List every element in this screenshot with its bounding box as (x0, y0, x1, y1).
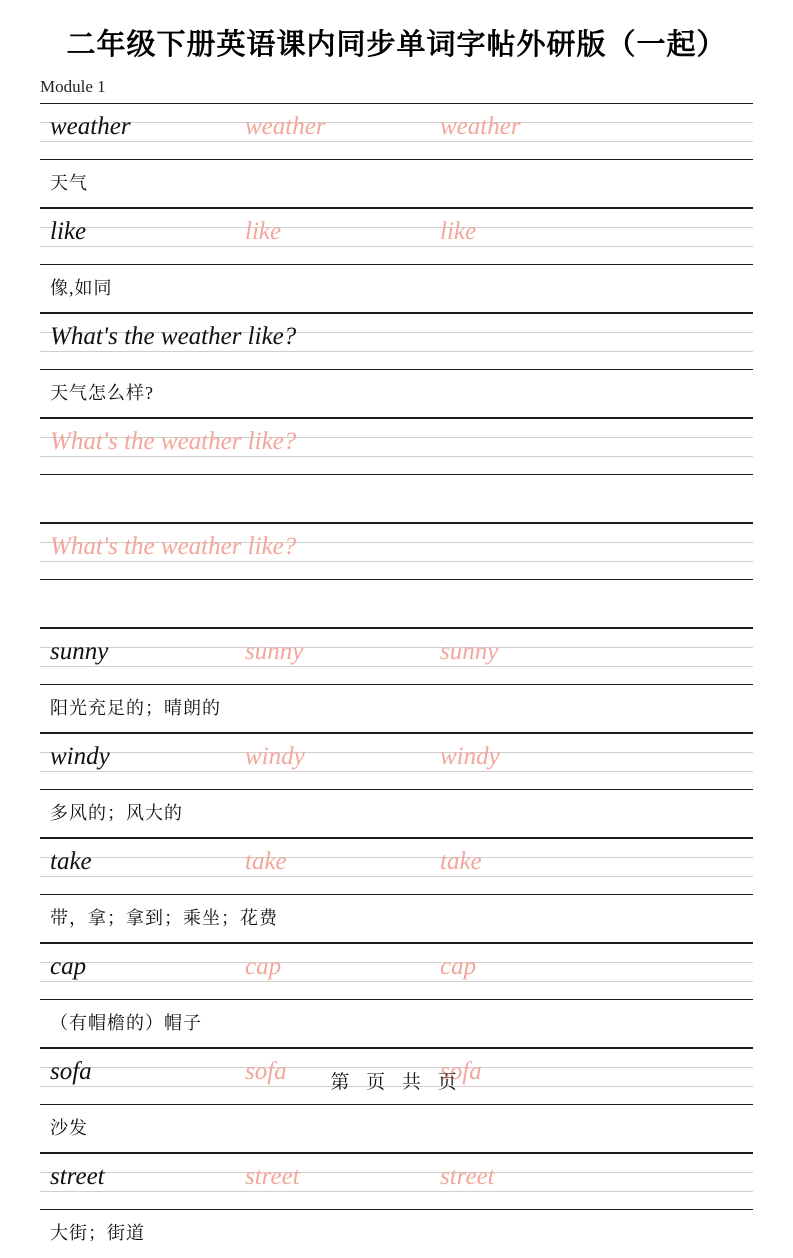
trace-word-faint: take (440, 848, 482, 875)
trace-word-faint: sofa (440, 1058, 482, 1085)
meaning-row (40, 685, 753, 733)
trace-word-faint: like (245, 218, 282, 245)
trace-cells (40, 103, 753, 160)
trace-word-faint: take (245, 848, 287, 875)
writing-row[interactable] (40, 628, 753, 685)
meaning-text: 天气怎么样? (50, 383, 154, 403)
trace-cells (40, 628, 753, 685)
meaning-row (40, 265, 753, 313)
meaning-row (40, 370, 753, 418)
module-label: Module 1 (40, 77, 106, 96)
trace-word-faint: windy (245, 743, 305, 770)
trace-cells (40, 523, 753, 580)
writing-row[interactable] (40, 523, 753, 580)
meaning-row (40, 1105, 753, 1153)
meaning-text: 像,如同 (50, 278, 113, 298)
meaning-text: 天气 (50, 173, 88, 193)
writing-row[interactable] (40, 838, 753, 895)
trace-cells (40, 943, 753, 1000)
trace-word-dark: like (50, 218, 87, 245)
meaning-row (40, 475, 753, 523)
trace-cells (40, 733, 753, 790)
trace-word-faint: street (245, 1163, 300, 1190)
trace-word-faint: sofa (245, 1058, 287, 1085)
trace-cells (40, 313, 753, 370)
page-title: 二年级下册英语课内同步单词字帖外研版（一起） (66, 29, 727, 61)
writing-row[interactable] (40, 418, 753, 475)
trace-word-dark: cap (50, 953, 87, 980)
trace-word-dark: windy (50, 743, 110, 770)
meaning-row (40, 790, 753, 838)
meaning-row (40, 1000, 753, 1048)
trace-word-dark: street (50, 1163, 105, 1190)
trace-word-faint: cap (245, 953, 282, 980)
meaning-text: 带，拿；拿到；乘坐；花费 (50, 908, 278, 928)
writing-row[interactable] (40, 103, 753, 160)
trace-word-faint: like (440, 218, 477, 245)
writing-row[interactable] (40, 313, 753, 370)
trace-word-dark: sofa (50, 1058, 92, 1085)
meaning-text: （有帽檐的）帽子 (50, 1013, 202, 1033)
meaning-row (40, 580, 753, 628)
writing-row[interactable] (40, 208, 753, 265)
trace-word-dark: sunny (50, 638, 109, 665)
writing-row[interactable] (40, 733, 753, 790)
trace-word-faint: weather (245, 113, 326, 140)
trace-word-faint: cap (440, 953, 477, 980)
trace-cells (40, 838, 753, 895)
trace-word-dark: weather (50, 113, 131, 140)
meaning-row (40, 1210, 753, 1258)
trace-word-dark: take (50, 848, 92, 875)
trace-word-faint: street (440, 1163, 495, 1190)
trace-sentence-dark: What's the weather like? (50, 323, 297, 350)
trace-sentence-faint: What's the weather like? (50, 533, 297, 560)
page-footer: 第 页 共 页 (330, 1072, 463, 1093)
trace-word-faint: windy (440, 743, 500, 770)
trace-word-faint: weather (440, 113, 521, 140)
trace-cells (40, 208, 753, 265)
trace-word-faint: sunny (440, 638, 499, 665)
trace-cells (40, 418, 753, 475)
meaning-row (40, 160, 753, 208)
trace-word-faint: sunny (245, 638, 304, 665)
meaning-text: 阳光充足的；晴朗的 (50, 698, 221, 718)
meaning-text: 大街；街道 (50, 1223, 145, 1243)
meaning-text: 沙发 (50, 1118, 88, 1138)
trace-sentence-faint: What's the weather like? (50, 428, 297, 455)
meaning-text: 多风的；风大的 (50, 803, 183, 823)
trace-cells (40, 1153, 753, 1210)
writing-row[interactable] (40, 1153, 753, 1210)
writing-row[interactable] (40, 943, 753, 1000)
meaning-row (40, 895, 753, 943)
